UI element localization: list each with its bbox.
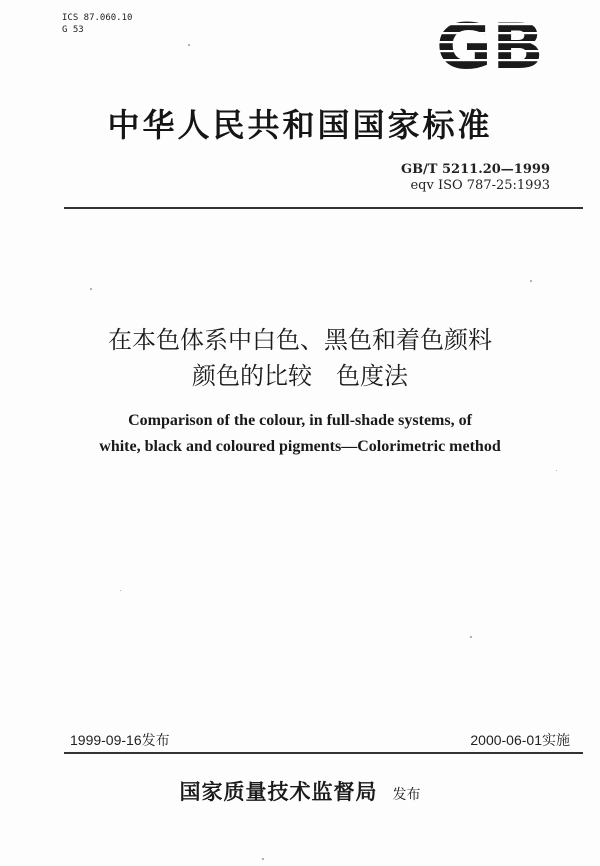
gb-logo-icon xyxy=(434,14,546,72)
chinese-title-line-1: 在本色体系中白色、黑色和着色颜料 xyxy=(108,326,492,354)
scan-speck xyxy=(120,590,121,591)
scan-speck xyxy=(90,288,92,290)
english-title xyxy=(0,408,600,460)
national-standard-title: 中华人民共和国国家标准 xyxy=(107,106,493,144)
publisher-action: 发布 xyxy=(392,787,421,803)
standard-number-block xyxy=(401,162,550,194)
scan-speck xyxy=(470,636,472,638)
implementation-date: 2000-06-01实施 xyxy=(470,732,570,748)
scan-speck xyxy=(262,858,264,860)
footer-divider xyxy=(64,752,583,754)
scan-speck xyxy=(530,280,532,282)
standard-number: GB/T 5211.20—1999 xyxy=(400,162,550,177)
scan-speck xyxy=(556,470,557,471)
publisher-org: 国家质量技术监督局 xyxy=(179,780,378,804)
publisher-line xyxy=(0,776,600,806)
equivalent-standard: eqv ISO 787-25:1993 xyxy=(410,178,550,193)
ics-code: ICS 87.060.10 xyxy=(62,13,133,23)
issue-date: 1999-09-16发布 xyxy=(70,732,170,748)
english-title-line-2: white, black and coloured pigments—Colorimetric method xyxy=(99,438,501,455)
chinese-title-line-2: 颜色的比较 色度法 xyxy=(192,362,408,390)
english-title-line-1: Comparison of the colour, in full-shade systems, of xyxy=(128,412,472,429)
ccs-code: G 53 xyxy=(62,25,84,35)
scan-speck xyxy=(188,44,190,46)
chinese-title xyxy=(0,322,600,394)
header-divider xyxy=(64,207,583,209)
classification-codes xyxy=(62,12,132,36)
